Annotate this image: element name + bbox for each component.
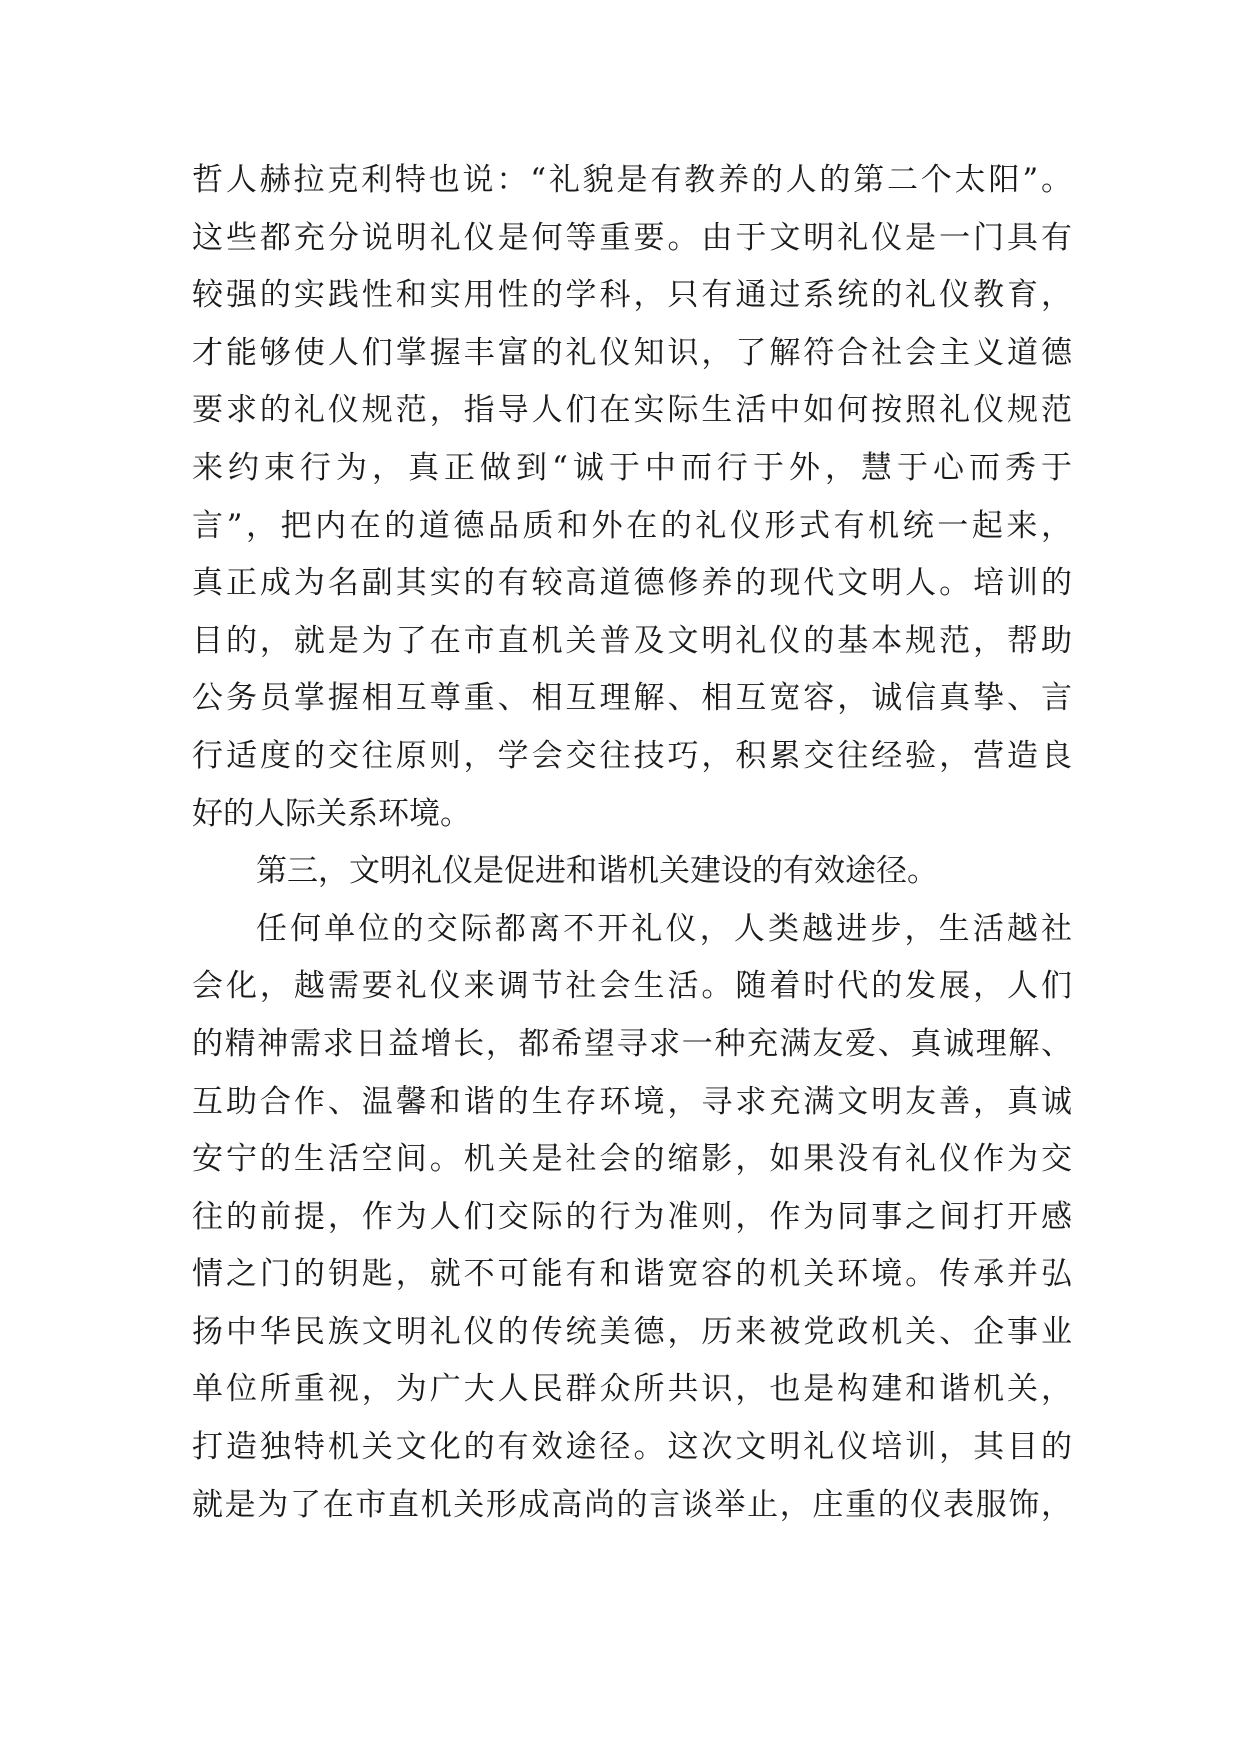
text-line: 的精神需求日益增长，都希望寻求一种充满友爱、真诚理解、 <box>192 1025 1072 1062</box>
text-line: 要求的礼仪规范，指导人们在实际生活中如何按照礼仪规范 <box>192 392 1072 429</box>
text-line: 互助合作、温馨和谐的生存环境，寻求充满文明友善，真诚 <box>192 1083 1072 1120</box>
text-line: 单位所重视，为广大人民群众所共识，也是构建和谐机关， <box>192 1371 1072 1408</box>
text-line: 安宁的生活空间。机关是社会的缩影，如果没有礼仪作为交 <box>192 1141 1072 1178</box>
text-line: 第三，文明礼仪是促进和谐机关建设的有效途径。 <box>256 853 938 890</box>
text-line: 往的前提，作为人们交际的行为准则，作为同事之间打开感 <box>192 1198 1072 1235</box>
text-line: 言”，把内在的道德品质和外在的礼仪形式有机统一起来， <box>192 507 1072 544</box>
text-line: 公务员掌握相互尊重、相互理解、相互宽容，诚信真挚、言 <box>192 680 1072 717</box>
text-line: 行适度的交往原则，学会交往技巧，积累交往经验，营造良 <box>192 737 1072 774</box>
text-line: 好的人际关系环境。 <box>192 795 471 832</box>
text-line: 才能够使人们掌握丰富的礼仪知识，了解符合社会主义道德 <box>192 334 1072 371</box>
text-line: 来约束行为，真正做到“诚于中而行于外，慧于心而秀于 <box>192 449 1072 486</box>
text-line: 较强的实践性和实用性的学科，只有通过系统的礼仪教育， <box>192 277 1072 314</box>
document-body <box>192 152 1072 1534</box>
text-line: 情之门的钥匙，就不可能有和谐宽容的机关环境。传承并弘 <box>192 1256 1072 1293</box>
text-line: 这些都充分说明礼仪是何等重要。由于文明礼仪是一门具有 <box>192 219 1072 256</box>
text-line: 任何单位的交际都离不开礼仪，人类越进步，生活越社 <box>256 910 1072 947</box>
text-line: 扬中华民族文明礼仪的传统美德，历来被党政机关、企事业 <box>192 1313 1072 1350</box>
text-line: 会化，越需要礼仪来调节社会生活。随着时代的发展，人们 <box>192 968 1072 1005</box>
text-line: 目的，就是为了在市直机关普及文明礼仪的基本规范，帮助 <box>192 622 1072 659</box>
text-line: 就是为了在市直机关形成高尚的言谈举止，庄重的仪表服饰， <box>192 1486 1072 1523</box>
text-line: 真正成为名副其实的有较高道德修养的现代文明人。培训的 <box>192 565 1072 602</box>
text-line: 哲人赫拉克利特也说：“礼貌是有教养的人的第二个太阳”。 <box>192 162 1072 198</box>
text-line: 打造独特机关文化的有效途径。这次文明礼仪培训，其目的 <box>192 1429 1072 1466</box>
